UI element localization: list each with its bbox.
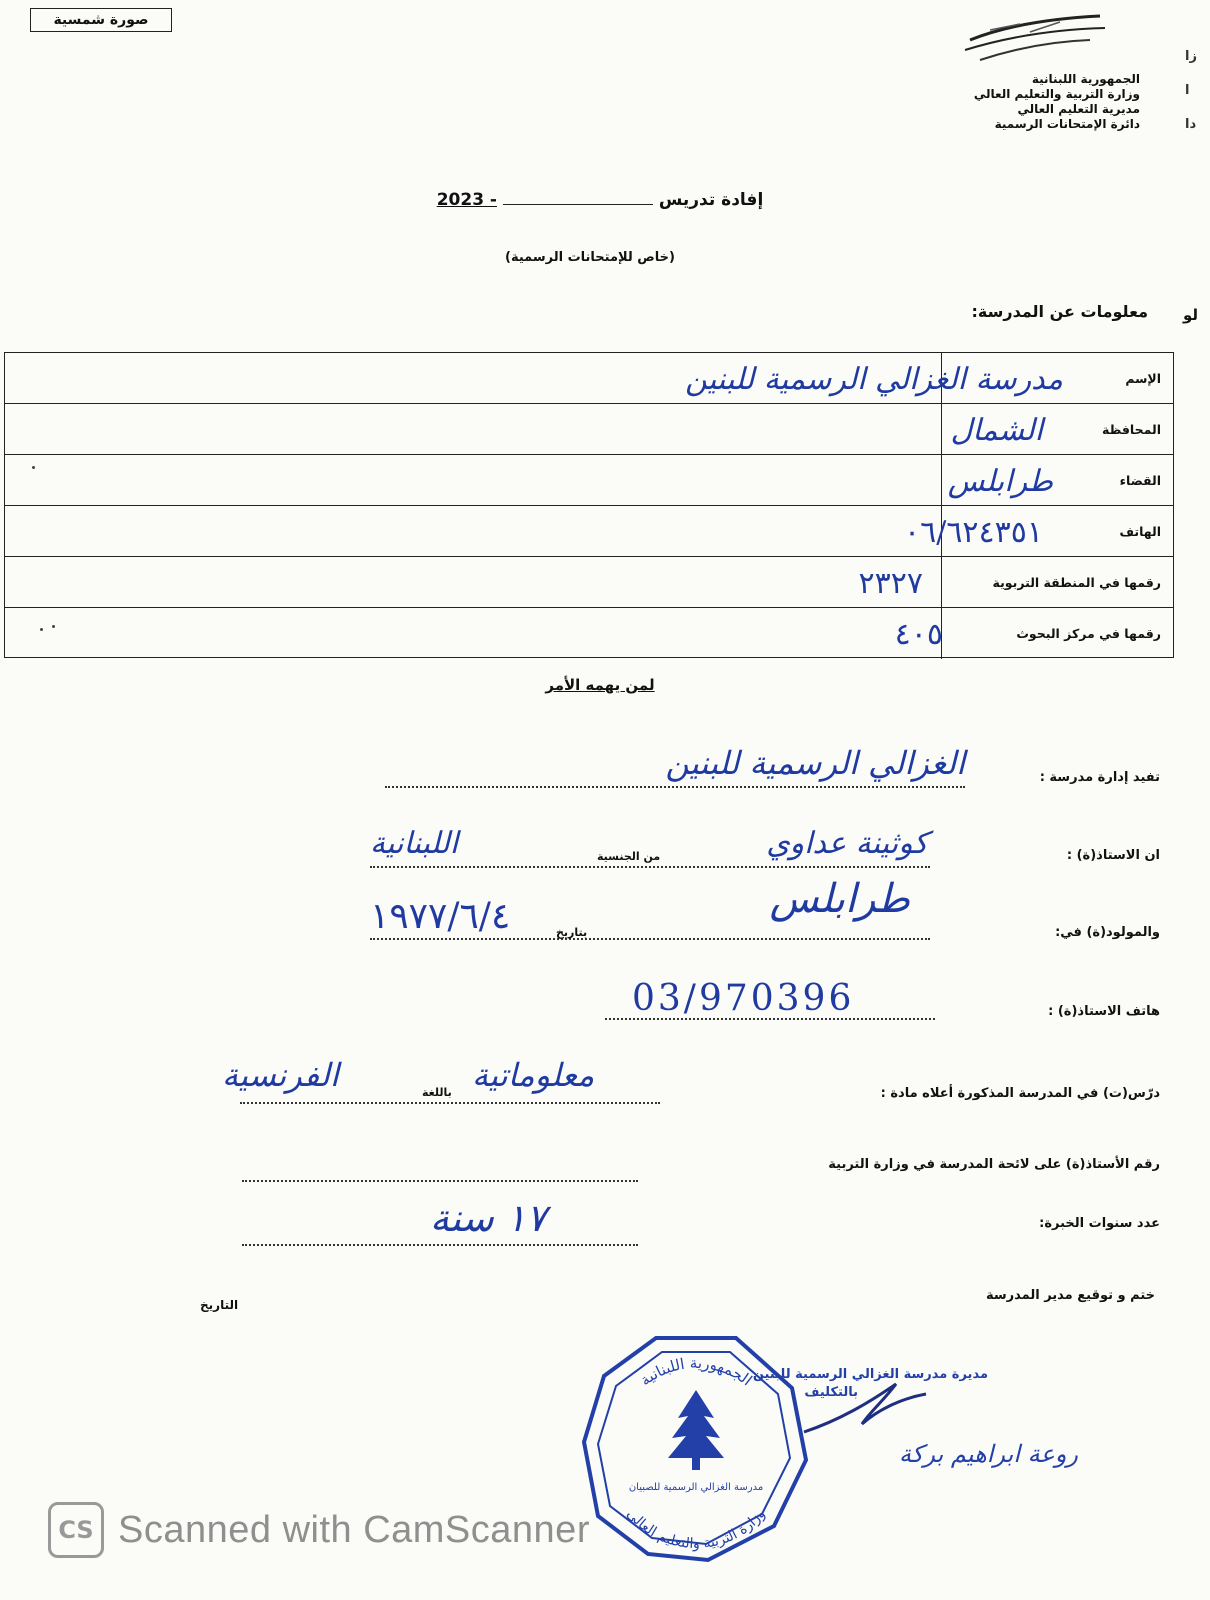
ministry-header <box>900 72 1140 132</box>
scan-speck <box>32 466 35 469</box>
stamp-signature-label: ختم و توقيع مدير المدرسة <box>985 1288 1155 1303</box>
ministry-line: الجمهورية اللبنانية <box>1031 72 1140 86</box>
edge-mark: دا <box>1185 117 1197 132</box>
date-label: التاريخ <box>200 1298 239 1312</box>
dotted-line <box>242 1180 638 1182</box>
ministry-line: دائرة الإمتحانات الرسمية <box>994 117 1140 131</box>
edge-mark: لو <box>1183 306 1199 324</box>
director-name: روعة ابراهيم بركة <box>899 1440 1078 1468</box>
school-admin-value: الغزالي الرسمية للبنين <box>665 744 965 782</box>
nationality-value: اللبنانية <box>370 826 459 861</box>
row-value: طرابلس <box>947 464 1053 499</box>
director-title-line: مديرة مدرسة الغزالي الرسمية للبنين <box>752 1367 988 1382</box>
birth-date: ١٩٧٧/٦/٤ <box>370 896 511 937</box>
table-row <box>5 608 1173 659</box>
subject-label: درّس(ت) في المدرسة المذكورة أعلاه مادة : <box>880 1086 1160 1101</box>
row-label: رقمها في المنطقة التربوية <box>992 575 1161 590</box>
signature-icon <box>800 1372 930 1442</box>
dotted-line <box>242 1244 638 1246</box>
school-info-heading: معلومات عن المدرسة: <box>971 302 1148 321</box>
table-row <box>5 404 1173 455</box>
phone-value: 03/970396 <box>632 978 855 1019</box>
title-prefix: إفادة تدريس <box>658 190 764 210</box>
cedar-tree-icon <box>668 1390 724 1470</box>
scan-speck <box>40 628 43 631</box>
row-value: ٠٦/٦٢٤٣٥١ <box>903 515 1043 550</box>
phone-label: هاتف الاستاذ(ة) : <box>1048 1004 1160 1019</box>
seal-center-text: مدرسة الغزالي الرسمية للصبيان <box>628 1482 764 1493</box>
to-whom-heading: لمن يهمه الأمر <box>545 676 655 694</box>
birth-label: والمولود(ة) في: <box>1055 925 1160 940</box>
document-title <box>400 190 800 210</box>
subject-value: معلوماتية <box>472 1056 595 1094</box>
column-divider <box>941 557 942 608</box>
birth-place: طرابلس <box>769 876 910 922</box>
title-blank <box>503 190 653 205</box>
row-label: رقمها في مركز البحوث <box>1016 626 1161 641</box>
row-value: مدرسة الغزالي الرسمية للبنين <box>685 362 1063 397</box>
row-label: القضاء <box>1119 473 1161 488</box>
scan-speck <box>52 625 55 628</box>
column-divider <box>941 404 942 455</box>
birth-date-label: بتاريخ <box>556 926 588 939</box>
seal-top-text: الجمهورية اللبنانية <box>636 1353 756 1390</box>
seal-bottom-text: وزارة التربية والتعليم العالي <box>623 1506 769 1553</box>
dotted-line <box>240 1102 660 1104</box>
school-info-table <box>4 352 1174 658</box>
row-label: المحافظة <box>1101 422 1161 437</box>
table-row <box>5 506 1173 557</box>
row-value: الشمال <box>950 413 1043 448</box>
row-label: الإسم <box>1125 371 1161 386</box>
teacher-label: ان الاستاذ(ة) : <box>1066 848 1160 863</box>
watermark-text: Scanned with CamScanner <box>118 1508 590 1551</box>
title-year: 2023 - <box>436 190 497 210</box>
photo-label: صورة شمسية <box>30 8 172 32</box>
column-divider <box>941 455 942 506</box>
dotted-line <box>370 866 930 868</box>
ministry-line: مديرية التعليم العالي <box>1017 102 1140 116</box>
language-value: الفرنسية <box>222 1056 339 1094</box>
language-label: باللغة <box>422 1086 452 1099</box>
dotted-line <box>385 786 965 788</box>
edge-mark: ا <box>1185 83 1190 98</box>
table-row <box>5 353 1173 404</box>
ministry-logo-icon <box>960 10 1110 68</box>
svg-text:وزارة التربية والتعليم العالي <box>623 1506 768 1552</box>
camscanner-watermark <box>48 1500 590 1560</box>
director-sub: بالتكليف <box>804 1385 858 1400</box>
teacher-name: كوثينة عداوي <box>766 826 928 861</box>
table-row <box>5 455 1173 506</box>
edge-marks <box>1185 40 1197 142</box>
document-subtitle: (خاص للإمتحانات الرسمية) <box>505 250 675 265</box>
payroll-label: رقم الأستاذ(ة) على لائحة المدرسة في وزارة التربية <box>828 1157 1160 1172</box>
table-row <box>5 557 1173 608</box>
row-label: الهاتف <box>1119 524 1161 539</box>
nationality-label: من الجنسية <box>597 850 661 863</box>
row-value: ٤٠٥ <box>894 617 943 652</box>
experience-label: عدد سنوات الخبرة: <box>1039 1216 1160 1231</box>
edge-mark: زا <box>1185 49 1197 64</box>
experience-value: ١٧ سنة <box>430 1196 547 1240</box>
row-value: ٢٣٢٧ <box>858 566 923 601</box>
dotted-line <box>370 938 930 940</box>
school-admin-label: تفيد إدارة مدرسة : <box>1039 770 1160 785</box>
ministry-line: وزارة التربية والتعليم العالي <box>973 87 1140 101</box>
camscanner-logo-icon: CS <box>48 1502 104 1558</box>
